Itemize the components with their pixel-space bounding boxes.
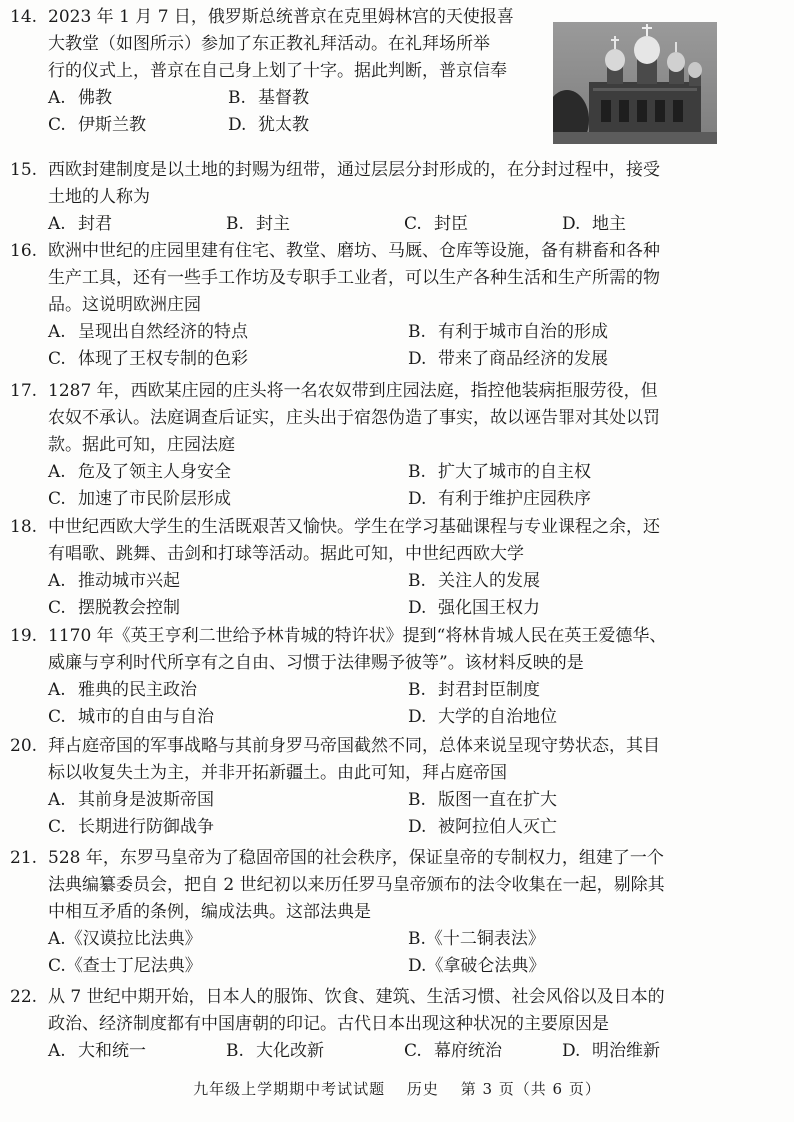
question-text bbox=[48, 4, 550, 85]
option-c[interactable]: C. 摆脱教会控制 bbox=[48, 598, 180, 618]
question-15 bbox=[10, 157, 722, 238]
question-number: 15. bbox=[10, 160, 38, 180]
option-a[interactable]: A. 危及了领主人身安全 bbox=[48, 462, 231, 482]
question-text bbox=[48, 984, 722, 1038]
question-20 bbox=[10, 733, 722, 841]
options bbox=[48, 677, 722, 731]
option-d[interactable]: D. 犹太教 bbox=[228, 115, 309, 135]
stem-line: 威廉与亨利时代所享有之自由、习惯于法律赐予彼等”。该材料反映的是 bbox=[48, 653, 584, 673]
cathedral-photo bbox=[553, 22, 717, 144]
cathedral-illustration bbox=[553, 22, 717, 144]
option-c[interactable]: C. 体现了王权专制的色彩 bbox=[48, 349, 248, 369]
question-number: 21. bbox=[10, 848, 38, 868]
option-b[interactable]: B. 有利于城市自治的形成 bbox=[408, 322, 608, 342]
option-c[interactable]: C. 封臣 bbox=[404, 214, 468, 234]
question-stem bbox=[10, 238, 722, 319]
option-c[interactable]: C. 幕府统治 bbox=[404, 1041, 502, 1061]
question-text bbox=[48, 378, 722, 459]
options bbox=[48, 319, 722, 373]
options bbox=[48, 1038, 722, 1065]
question-number: 22. bbox=[10, 987, 38, 1007]
options bbox=[48, 568, 722, 622]
options bbox=[48, 787, 722, 841]
stem-line: 法典编纂委员会，把自 2 世纪初以来历任罗马皇帝颁布的法令收集在一起，剔除其 bbox=[48, 875, 665, 895]
option-b[interactable]: B. 扩大了城市的自主权 bbox=[408, 462, 591, 482]
stem-line: 1287 年，西欧某庄园的庄头将一名农奴带到庄园法庭，指控他装病拒服劳役，但 bbox=[48, 381, 658, 401]
stem-line: 拜占庭帝国的军事战略与其前身罗马帝国截然不同，总体来说呈现守势状态，其目 bbox=[48, 736, 660, 756]
options bbox=[48, 926, 722, 980]
option-d[interactable]: D. 大学的自治地位 bbox=[408, 707, 557, 727]
question-stem bbox=[10, 623, 722, 677]
stem-line: 欧洲中世纪的庄园里建有住宅、教堂、磨坊、马厩、仓库等设施，备有耕畜和各种 bbox=[48, 241, 660, 261]
question-stem bbox=[10, 157, 722, 211]
options bbox=[48, 85, 550, 139]
question-text bbox=[48, 157, 722, 211]
stem-line: 品。这说明欧洲庄园 bbox=[48, 295, 201, 315]
option-c[interactable]: C. 伊斯兰教 bbox=[48, 115, 146, 135]
option-c[interactable]: C. 加速了市民阶层形成 bbox=[48, 489, 231, 509]
option-b[interactable]: B.《十二铜表法》 bbox=[408, 929, 545, 949]
stem-line: 西欧封建制度是以土地的封赐为纽带，通过层层分封形成的，在分封过程中，接受 bbox=[48, 160, 660, 180]
stem-line: 中相互矛盾的条例，编成法典。这部法典是 bbox=[48, 902, 371, 922]
question-stem bbox=[10, 845, 722, 926]
page-footer bbox=[0, 1078, 794, 1099]
option-a[interactable]: A. 呈现出自然经济的特点 bbox=[48, 322, 248, 342]
question-stem bbox=[10, 514, 722, 568]
question-18 bbox=[10, 514, 722, 622]
question-stem bbox=[10, 984, 722, 1038]
stem-line: 土地的人称为 bbox=[48, 187, 150, 207]
stem-line: 2023 年 1 月 7 日，俄罗斯总统普京在克里姆林宫的天使报喜 bbox=[48, 7, 514, 27]
question-number: 18. bbox=[10, 517, 38, 537]
page-number: 第 3 页（共 6 页） bbox=[460, 1080, 601, 1098]
option-d[interactable]: D. 有利于维护庄园秩序 bbox=[408, 489, 591, 509]
question-text bbox=[48, 623, 722, 677]
subject-label: 历史 bbox=[406, 1080, 439, 1098]
question-text bbox=[48, 733, 722, 787]
question-number: 14. bbox=[10, 7, 38, 27]
option-d[interactable]: D. 带来了商品经济的发展 bbox=[408, 349, 608, 369]
option-c[interactable]: C. 城市的自由与自治 bbox=[48, 707, 214, 727]
option-c[interactable]: C. 长期进行防御战争 bbox=[48, 817, 214, 837]
option-b[interactable]: B. 版图一直在扩大 bbox=[408, 790, 557, 810]
options bbox=[48, 459, 722, 513]
stem-line: 行的仪式上，普京在自己身上划了十字。据此判断，普京信奉 bbox=[48, 61, 507, 81]
question-stem bbox=[10, 378, 722, 459]
option-a[interactable]: A. 推动城市兴起 bbox=[48, 571, 180, 591]
option-a[interactable]: A. 雅典的民主政治 bbox=[48, 680, 197, 700]
question-number: 20. bbox=[10, 736, 38, 756]
stem-line: 有唱歌、跳舞、击剑和打球等活动。据此可知，中世纪西欧大学 bbox=[48, 544, 524, 564]
option-d[interactable]: D. 明治维新 bbox=[562, 1041, 660, 1061]
question-16 bbox=[10, 238, 722, 373]
option-b[interactable]: B. 大化改新 bbox=[226, 1041, 324, 1061]
stem-line: 528 年，东罗马皇帝为了稳固帝国的社会秩序，保证皇帝的专制权力，组建了一个 bbox=[48, 848, 664, 868]
question-14 bbox=[10, 4, 550, 139]
stem-line: 中世纪西欧大学生的生活既艰苦又愉快。学生在学习基础课程与专业课程之余，还 bbox=[48, 517, 660, 537]
stem-line: 政治、经济制度都有中国唐朝的印记。古代日本出现这种状况的主要原因是 bbox=[48, 1014, 609, 1034]
option-b[interactable]: B. 封主 bbox=[226, 214, 290, 234]
option-d[interactable]: D.《拿破仑法典》 bbox=[408, 956, 546, 976]
question-stem bbox=[10, 4, 550, 85]
exam-title: 九年级上学期期中考试试题 bbox=[193, 1080, 386, 1098]
question-text bbox=[48, 514, 722, 568]
stem-line: 款。据此可知，庄园法庭 bbox=[48, 435, 235, 455]
option-b[interactable]: B. 关注人的发展 bbox=[408, 571, 540, 591]
option-b[interactable]: B. 封君封臣制度 bbox=[408, 680, 540, 700]
question-number: 16. bbox=[10, 241, 38, 261]
stem-line: 从 7 世纪中期开始，日本人的服饰、饮食、建筑、生活习惯、社会风俗以及日本的 bbox=[48, 987, 665, 1007]
stem-line: 大教堂（如图所示）参加了东正教礼拜活动。在礼拜场所举 bbox=[48, 34, 490, 54]
option-a[interactable]: A. 其前身是波斯帝国 bbox=[48, 790, 214, 810]
option-b[interactable]: B. 基督教 bbox=[228, 88, 309, 108]
question-stem bbox=[10, 733, 722, 787]
stem-line: 生产工具，还有一些手工作坊及专职手工业者，可以生产各种生活和生产所需的物 bbox=[48, 268, 660, 288]
question-17 bbox=[10, 378, 722, 513]
option-a[interactable]: A.《汉谟拉比法典》 bbox=[48, 929, 202, 949]
question-text bbox=[48, 238, 722, 319]
question-21 bbox=[10, 845, 722, 980]
question-22 bbox=[10, 984, 722, 1065]
option-a[interactable]: A. 封君 bbox=[48, 214, 112, 234]
question-number: 17. bbox=[10, 381, 38, 401]
option-a[interactable]: A. 佛教 bbox=[48, 88, 112, 108]
question-text bbox=[48, 845, 722, 926]
option-a[interactable]: A. 大和统一 bbox=[48, 1041, 146, 1061]
option-d[interactable]: D. 被阿拉伯人灭亡 bbox=[408, 817, 557, 837]
stem-line: 1170 年《英王亨利二世给予林肯城的特许状》提到“将林肯城人民在英王爱德华、 bbox=[48, 626, 667, 646]
stem-line: 标以收复失土为主，并非开拓新疆土。由此可知，拜占庭帝国 bbox=[48, 763, 507, 783]
options bbox=[48, 211, 722, 238]
option-d[interactable]: D. 地主 bbox=[562, 214, 626, 234]
option-d[interactable]: D. 强化国王权力 bbox=[408, 598, 540, 618]
question-19 bbox=[10, 623, 722, 731]
stem-line: 农奴不承认。法庭调查后证实，庄头出于宿怨伪造了事实，故以诬告罪对其处以罚 bbox=[48, 408, 660, 428]
option-c[interactable]: C.《查士丁尼法典》 bbox=[48, 956, 202, 976]
question-number: 19. bbox=[10, 626, 38, 646]
